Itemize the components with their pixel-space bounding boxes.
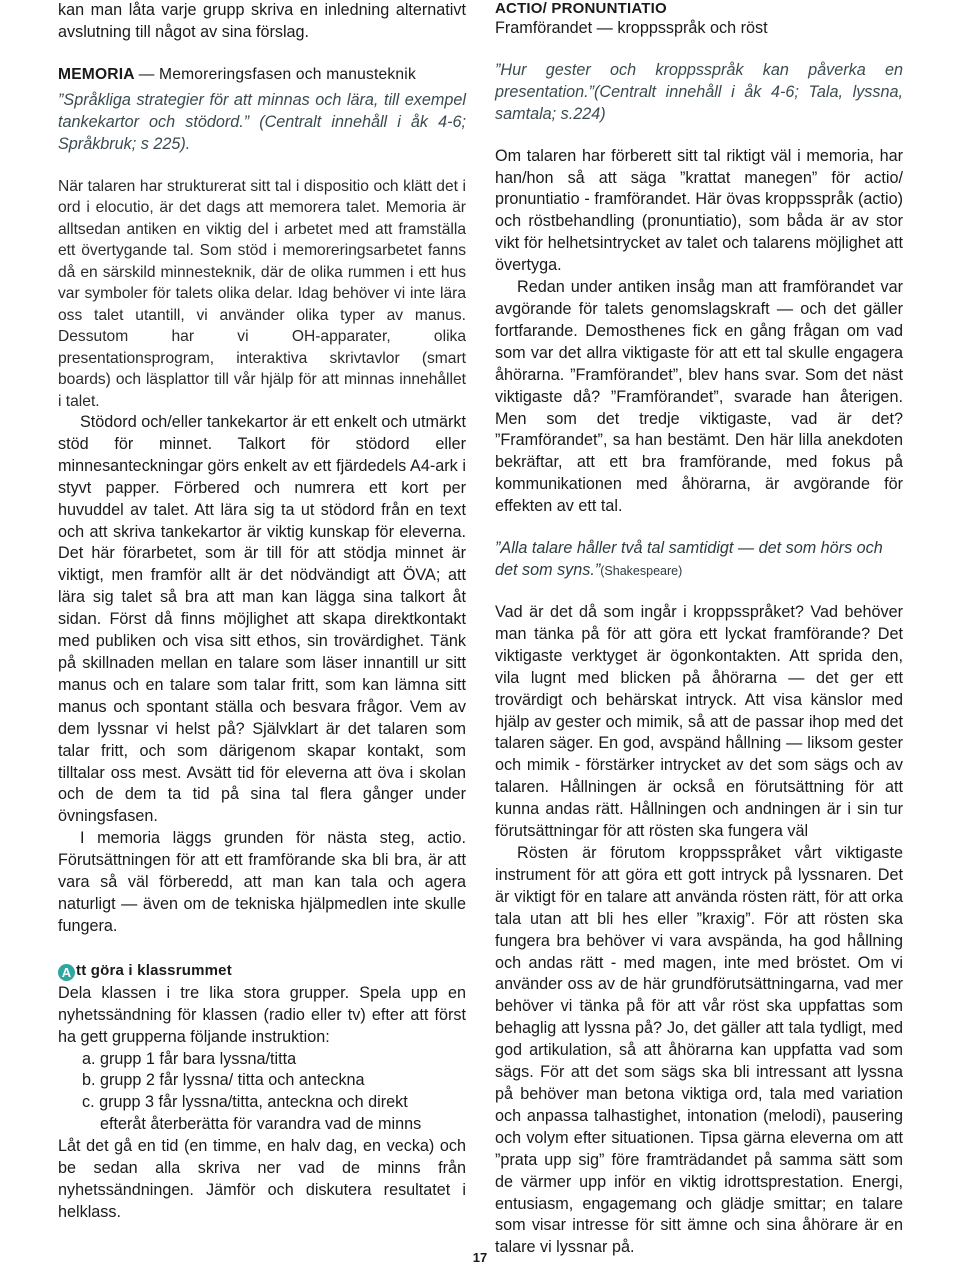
memoria-subtitle: — Memoreringsfasen och manusteknik bbox=[138, 65, 416, 83]
left-column bbox=[58, 0, 466, 1224]
memoria-paragraph-2: Stödord och/eller tankekartor är ett enkelt och utmärkt stöd för minnet. Talkort för stödord eller minnesanteckningar görs enkelt av ett fjärdedels A4-ark i styvt papper. Förbered och numrera ett kort per huvuddel av talet. Att lära sig ta ut stödord från en text och att skriva tankekartor är viktig kunskap för eleverna. Det här förarbetet, som är till för att stödja minnet är viktigt, men framför allt är det nödvändigt att ÖVA; att lära sig talet så bra att man kan lägga sina talkort åt sidan. Först då finns möjlighet att skapa direktkontakt med publiken och visa sitt ethos, sin trovärdighet. Tänk på skillnaden mellan en talare som läser innantill ur sitt manus och en talare som talar fritt, som kan lämna sitt manus och spontant ställa och besvara frågor. Vem av dem lyssnar vi helst på? Självklart är det talaren som talar fritt, och som därigenom skapar kontakt, som tilltalar oss mest. Avsätt tid för eleverna att öva i skolan och de dem ta tid på sina tal flera gånger under övningsfasen. bbox=[58, 413, 466, 826]
task-heading bbox=[58, 962, 466, 981]
task-a-badge: A bbox=[58, 964, 75, 981]
right-column bbox=[495, 0, 903, 1259]
shakespeare-cite: (Shakespeare) bbox=[600, 563, 683, 578]
intro-text: kan man låta varje grupp skriva en inledning alternativt avslutning till något av sina förslag. bbox=[58, 1, 466, 41]
memoria-paragraph-3: I memoria läggs grunden för nästa steg, actio. Förutsättningen för att ett framförande ska bli bra, är att vara så väl förberedd, att man kan tala och agera naturligt — även om de tekniska hjälpmedlen inte skulle fungera. bbox=[58, 829, 466, 935]
shakespeare-quote-text: ”Alla talare håller två tal samtidigt — det som hörs och det som syns.” bbox=[495, 539, 883, 579]
memoria-paragraph-1: När talaren har strukturerat sitt tal i dispositio och klätt det i ord i elocutio, är det dags att memorera talet. Memoria är alltsedan antiken en viktig del i arbetet med att framställa ett övertygande tal. Som stöd i memoreringsarbetet fanns då en särskild minnesteknik, där de olika rummen i ett hus var symboler för talets olika delar. Idag behöver vi inte lära oss talet utantill, vi använder olika typer av manus. Dessutom har vi OH-apparater, olika presentationsprogram, interaktiva skrivtavlor (smart boards) och läsplattor till vår hjälp för att minnas innehållet i talet. bbox=[58, 177, 466, 410]
task-list bbox=[58, 1049, 466, 1137]
actio-quote: ”Hur gester och kroppsspråk kan påverka en presentation.”(Centralt innehåll i åk 4-6; Tala, lyssna, samtala; s.224) bbox=[495, 60, 903, 123]
actio-subtitle: Framförandet — kroppsspråk och röst bbox=[495, 19, 768, 37]
task-intro: Dela klassen i tre lika stora grupper. Spela upp en nyhetssändning för klassen (radio eller tv) efter att först ha gett grupperna följande instruktion: bbox=[58, 983, 466, 1046]
actio-paragraph-3: Vad är det då som ingår i kroppsspråket? Vad behöver man tänka på för att göra ett lyckat framförande? Det viktigaste verktyget är ögonkontakten. Att sprida den, vila lugnt med blicken på åhörarna — det ger ett trovärdigt och behärskat intryck. Att visa känslor med hjälp av gester och mimik, så att de passar ihop med det talaren säger. En god, avspänd hållning — liksom gester och mimik - förstärker intrycket av det som sägs och av talaren. Hållningen är också en förutsättning för att kunna andas rätt. Hållningen och andningen är i sin tur förutsättningar för att rösten ska fungera väl bbox=[495, 603, 903, 841]
memoria-quote: ”Språkliga strategier för att minnas och lära, till exempel tankekartor och stödord.” (Centralt innehåll i åk 4-6; Språkbruk; s 225). bbox=[58, 90, 466, 153]
memoria-heading bbox=[58, 66, 466, 84]
page-number: 17 bbox=[472, 1250, 488, 1265]
task-item-c-cont: efteråt återberätta för varandra vad de minns bbox=[100, 1115, 422, 1134]
task-heading-text: tt göra i klassrummet bbox=[76, 961, 232, 979]
task-item-a: a. grupp 1 får bara lyssna/titta bbox=[82, 1049, 297, 1068]
task-item-b: b. grupp 2 får lyssna/ titta och anteckna bbox=[82, 1071, 365, 1090]
actio-paragraph-4: Rösten är förutom kroppsspråket vårt viktigaste instrument för att göra ett gott intryck på lyssnaren. Det är viktigt för en talare att använda rösten rätt, för att orka tala utan att bli hes eller ”kraxig”. För att rösten ska fungera bra behöver vi vara avspända, ha god hållning och andas rätt - med magen, inte med bröstet. Om vi använder oss av de här grundförutsättningarna, vad mer behöver vi tänka på för att vår röst ska uppfattas som behaglig att lyssna på? Jo, det gäller att tala tydligt, med god artikulation, så att åhörarna kan uppfatta vad som sägs. För att det som sägs ska bli intressant att lyssna på behöver man betona viktiga ord, tala med variation och anpassa talhastighet, intonation (melodi), pausering och volym efter situationen. Tipsa gärna eleverna om att ”prata upp sig” före framträdandet på samma sätt som de värmer upp inför en viktig idrottsprestation. Energi, entusiasm, engagemang och glädje smittar; en talare som visar intresse för sitt ämne och sina åhörare är en talare vi lyssnar på. bbox=[495, 844, 903, 1257]
actio-heading: ACTIO/ PRONUNTIATIO bbox=[495, 0, 667, 17]
actio-paragraph-1: Om talaren har förberett sitt tal riktigt väl i memoria, har han/hon så att säga ”krattat manegen” för actio/ pronuntiatio - framförandet. Här övas kroppsspråk (actio) och röstbehandling (pronuntiatio), som båda är av stor vikt för helhetsintrycket av talet och talarens möjlighet att övertyga. bbox=[495, 146, 903, 275]
actio-paragraph-2: Redan under antiken insåg man att framförandet var avgörande för talets genomslagskraft — och det gäller fortfarande. Demosthenes fick en gång frågan om vad som var det allra viktigaste för att ett tal skulle engagera åhörarna. ”Framförandet”, blev hans svar. Som det näst viktigaste då? ”Framförandet”, svarade han återigen. Men som det tredje viktigaste, vad är det? ”Framförandet”, sa han bestämt. Den här lilla anekdoten bekräftar, att ett bra framförande, med fokus på kommunikationen med åhörarna, är avgörande för effekten av ett tal. bbox=[495, 278, 903, 516]
task-outro: Låt det gå en tid (en timme, en halv dag, en vecka) och be sedan alla skriva ner vad de minns från nyhetssändningen. Jämför och diskutera resultatet i helklass. bbox=[58, 1137, 466, 1221]
memoria-title: MEMORIA bbox=[58, 65, 135, 83]
shakespeare-quote bbox=[495, 538, 903, 582]
task-item-c: c. grupp 3 får lyssna/titta, anteckna och direkt bbox=[82, 1093, 408, 1112]
